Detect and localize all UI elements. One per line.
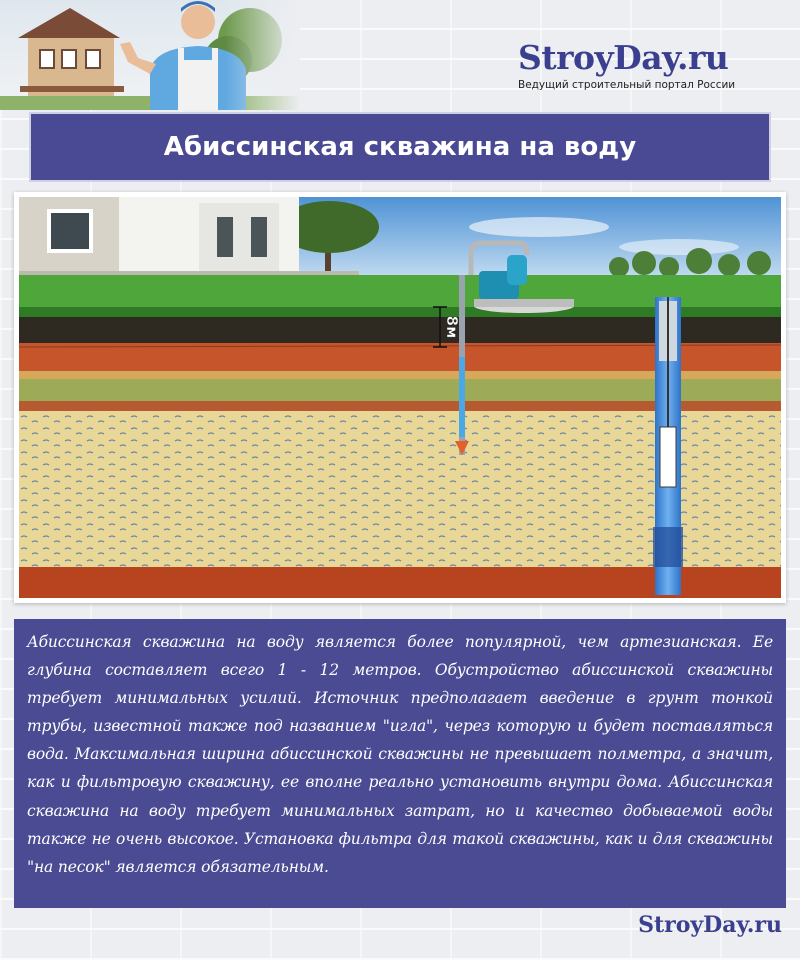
description-panel xyxy=(14,619,786,908)
site-logo[interactable] xyxy=(518,38,788,91)
logo-suffix: Day.ru xyxy=(613,38,729,77)
well-illustration xyxy=(14,192,786,603)
hero-image-builder-with-house xyxy=(0,0,300,110)
page-title: Абиссинская скважина на воду xyxy=(163,132,637,162)
description-text: Абиссинская скважина на воду является более популярной, чем артезианская. Ее глубина составляет всего 1 - 12 метров. Обустройство абиссинской скважины требует минимальных усилий. Источник предполагает введение в грунт тонкой трубы, известной также под названием "игла", через которую и будет поставляться вода. Максимальная ширина абиссинской скважины не превышает полметра, а значит, как и фильтровую скважину, ее вполне реально установить внутри дома. Абиссинская скважина на воду требует минимальных затрат, но и качество добываемой воды также не очень высокое. Установка фильтра для такой скважины, как и для скважины "на песок" является обязательным. xyxy=(27,633,773,876)
logo-prefix: Stroy xyxy=(518,38,614,77)
site-tagline: Ведущий строительный портал России xyxy=(518,79,736,91)
footer-logo[interactable]: StroyDay.ru xyxy=(638,912,782,938)
header xyxy=(0,0,800,110)
depth-label: 8м xyxy=(443,315,461,339)
builder-illustration xyxy=(0,0,300,110)
logo-text xyxy=(518,38,788,77)
abyssinian-well-diagram xyxy=(19,197,781,598)
title-banner xyxy=(29,112,771,182)
